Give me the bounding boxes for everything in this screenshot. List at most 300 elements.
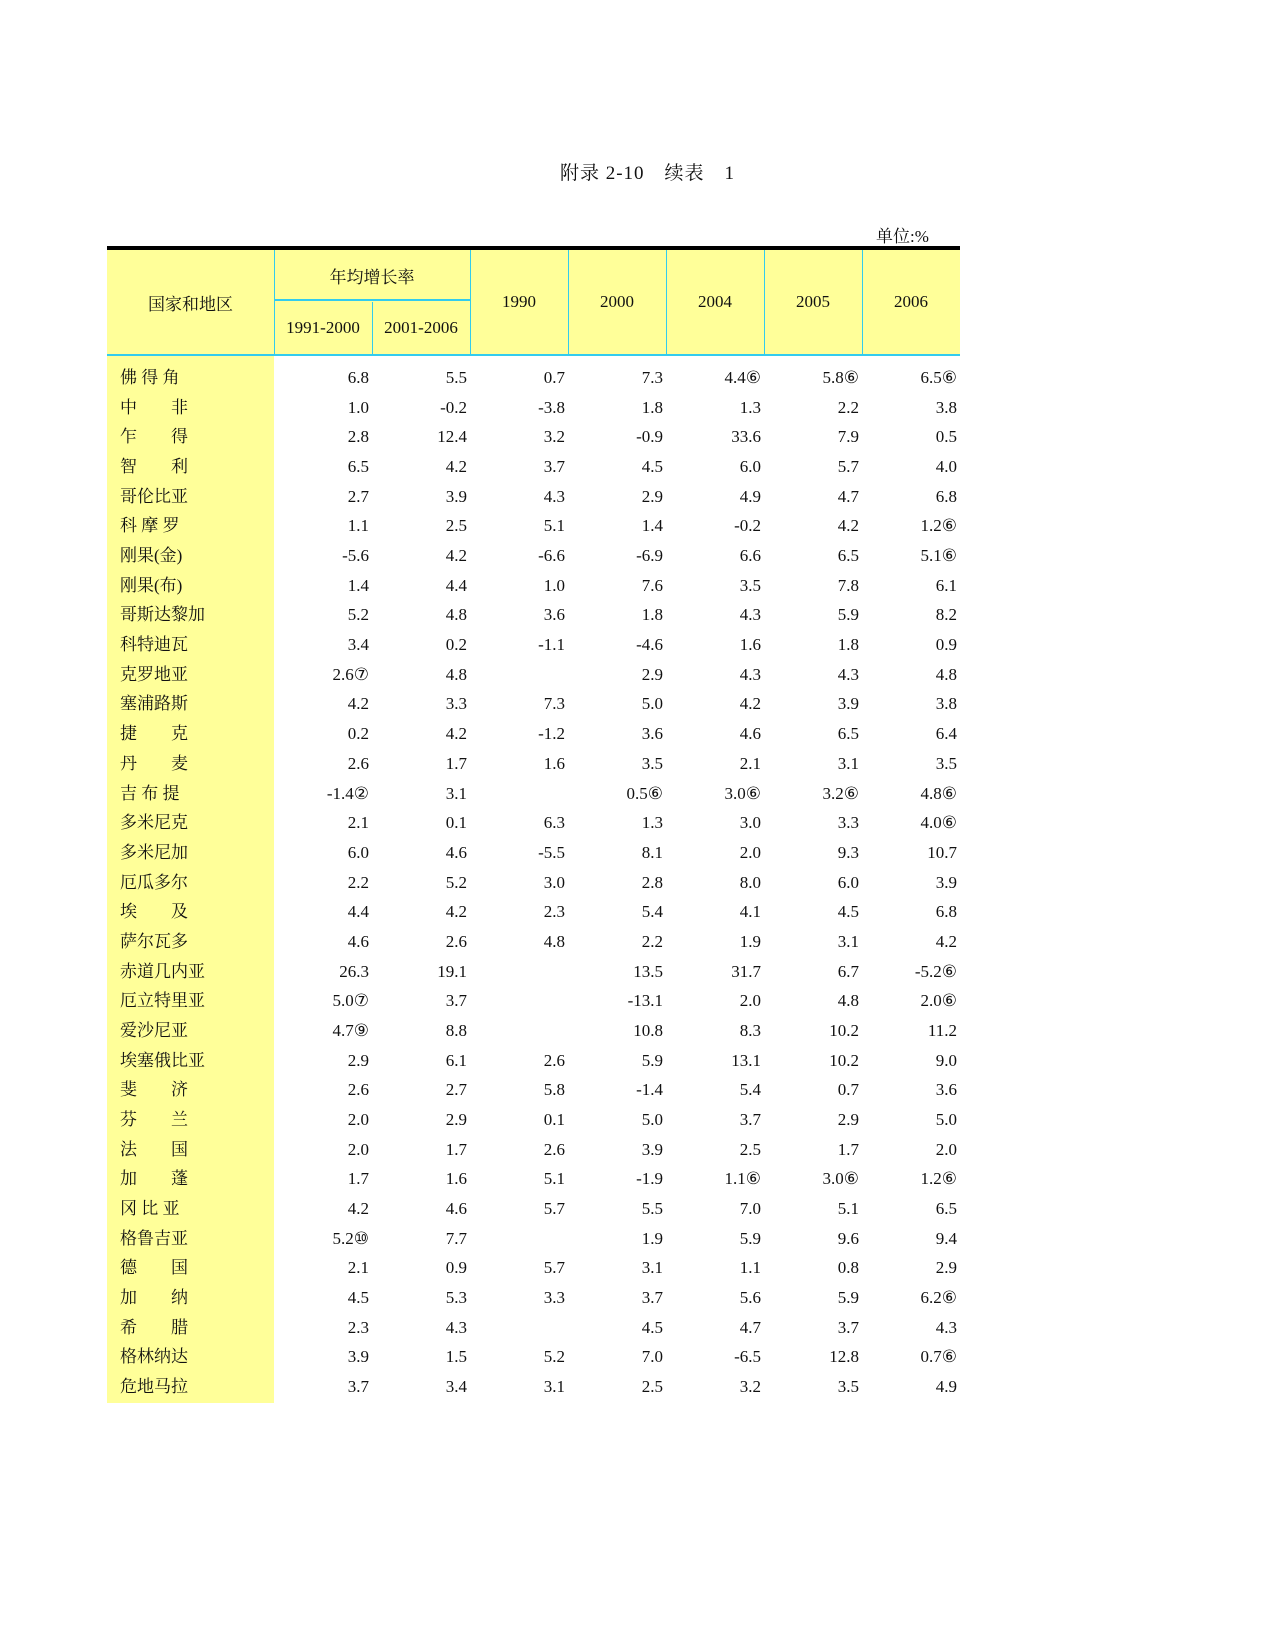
value-cell: 2.0 (935, 1139, 957, 1159)
value-cell: 3.1 (543, 1377, 565, 1397)
value-cell: 3.1 (837, 931, 859, 951)
value-cell: 5.7 (543, 1258, 565, 1278)
value-cell: 11.2 (927, 1020, 957, 1040)
table-row (107, 1194, 960, 1224)
value-cell: 3.0 (739, 813, 761, 833)
value-cell: 1.4 (347, 575, 369, 595)
value-cell: 5.1 (543, 1169, 565, 1189)
value-cell: 4.5 (837, 902, 859, 922)
country-name: 爱沙尼亚 (120, 1020, 188, 1040)
value-cell: 9.0 (935, 1050, 957, 1070)
value-cell: 0.5⑥ (626, 783, 663, 803)
value-cell: 5.0 (935, 1110, 957, 1129)
value-cell: 3.5 (837, 1377, 859, 1397)
country-name: 格林纳达 (120, 1347, 188, 1367)
table-row (107, 1135, 960, 1165)
value-cell: 3.7 (641, 1288, 663, 1308)
table-row (107, 1105, 960, 1135)
value-cell: -3.8 (538, 397, 565, 417)
value-cell: 2.9 (641, 664, 663, 684)
table-row (107, 1313, 960, 1343)
value-cell: 2.5 (641, 1377, 663, 1397)
value-cell: -0.9 (636, 427, 663, 447)
value-cell: 4.3 (445, 1317, 467, 1337)
value-cell: 2.2 (347, 872, 369, 892)
country-name: 吉 布 提 (120, 783, 180, 803)
header-2004: 2004 (698, 292, 732, 311)
value-cell: 2.3 (347, 1317, 369, 1337)
value-cell: 2.5 (445, 516, 467, 536)
country-name: 克罗地亚 (120, 664, 188, 684)
country-name: 埃 及 (120, 902, 188, 922)
table-row (107, 927, 960, 957)
value-cell: 6.4 (935, 724, 957, 744)
country-name: 厄立特里亚 (120, 991, 205, 1011)
value-cell: 4.5 (641, 1317, 663, 1337)
value-cell: 4.2 (445, 457, 467, 477)
table-row (107, 422, 960, 452)
value-cell: 0.9 (445, 1258, 467, 1278)
country-name: 赤道几内亚 (120, 961, 205, 981)
value-cell: 8.2 (935, 605, 957, 625)
value-cell: 1.8 (837, 635, 859, 655)
value-cell: -0.2 (734, 516, 761, 536)
value-cell: 4.3 (739, 605, 761, 625)
unit-label: 单位:% (876, 227, 929, 246)
value-cell: 4.5 (347, 1288, 369, 1308)
country-name: 刚果(金) (120, 546, 183, 566)
value-cell: 2.9 (935, 1258, 957, 1278)
country-name: 格鲁吉亚 (120, 1228, 188, 1248)
country-name: 中 非 (120, 397, 188, 417)
value-cell: 1.8 (641, 605, 663, 625)
value-cell: 4.8 (543, 931, 565, 951)
header-period-1991-2000: 1991-2000 (286, 318, 360, 337)
table-row (107, 511, 960, 541)
value-cell: 7.3 (641, 368, 663, 387)
value-cell: 5.5 (641, 1199, 663, 1219)
value-cell: 6.5 (837, 724, 859, 744)
value-cell: 2.3 (543, 902, 565, 922)
value-cell: 5.8 (543, 1080, 565, 1100)
value-cell: 2.7 (445, 1080, 467, 1100)
value-cell: 6.2⑥ (920, 1288, 957, 1308)
country-name: 斐 济 (120, 1080, 188, 1100)
value-cell: 4.2 (837, 516, 859, 536)
value-cell: 7.7 (445, 1228, 467, 1248)
value-cell: 1.8 (641, 397, 663, 417)
value-cell: 5.7 (837, 457, 859, 477)
country-name: 刚果(布) (120, 575, 183, 595)
value-cell: 3.0⑥ (724, 783, 761, 803)
value-cell: 5.9 (837, 1288, 859, 1308)
value-cell: 0.2 (347, 724, 369, 744)
country-name: 塞浦路斯 (120, 694, 188, 714)
value-cell: 0.5 (935, 427, 957, 447)
value-cell: 5.5 (445, 368, 467, 387)
value-cell: 7.8 (837, 575, 859, 595)
country-name: 科 摩 罗 (120, 516, 180, 536)
value-cell: 8.1 (641, 842, 663, 862)
table-row (107, 482, 960, 512)
value-cell: 1.6 (543, 753, 565, 773)
value-cell: 1.6 (445, 1169, 467, 1189)
header-period-2001-2006: 2001-2006 (384, 318, 458, 337)
value-cell: 4.9 (935, 1377, 957, 1397)
country-name: 芬 兰 (120, 1110, 188, 1129)
value-cell: 3.6 (543, 605, 565, 625)
country-name: 萨尔瓦多 (120, 931, 188, 951)
value-cell: 9.3 (837, 842, 859, 862)
value-cell: 2.1 (739, 753, 761, 773)
value-cell: 3.0 (543, 872, 565, 892)
value-cell: 6.8 (347, 368, 369, 387)
value-cell: 5.0⑦ (332, 991, 369, 1011)
table-row (107, 630, 960, 660)
value-cell: 5.4 (739, 1080, 761, 1100)
value-cell: 4.8 (935, 664, 957, 684)
table-row (107, 719, 960, 749)
value-cell: 2.2 (837, 397, 859, 417)
value-cell: -4.6 (636, 635, 663, 655)
value-cell: 1.9 (641, 1228, 663, 1248)
value-cell: 33.6 (731, 427, 761, 447)
value-cell: 1.0 (347, 397, 369, 417)
value-cell: 4.4 (445, 575, 467, 595)
value-cell: 3.9 (641, 1139, 663, 1159)
country-name: 哥斯达黎加 (120, 605, 205, 625)
header-1990: 1990 (502, 292, 536, 311)
value-cell: -5.5 (538, 842, 565, 862)
value-cell: 3.7 (739, 1110, 761, 1129)
value-cell: 3.3 (445, 694, 467, 714)
value-cell: 1.7 (445, 1139, 467, 1159)
value-cell: 2.6 (543, 1050, 565, 1070)
value-cell: 5.2⑩ (332, 1228, 369, 1248)
value-cell: 1.7 (347, 1169, 369, 1189)
value-cell: 0.8 (837, 1258, 859, 1278)
table-row (107, 986, 960, 1016)
value-cell: 12.4 (437, 427, 467, 447)
value-cell: 4.3 (935, 1317, 957, 1337)
value-cell: 4.8⑥ (920, 783, 957, 803)
value-cell: 9.4 (935, 1228, 957, 1248)
table-row (107, 363, 960, 393)
value-cell: 1.6 (739, 635, 761, 655)
value-cell: 3.2 (543, 427, 565, 447)
header-2000: 2000 (600, 292, 634, 311)
value-cell: 0.7⑥ (920, 1347, 957, 1367)
value-cell: -1.9 (636, 1169, 663, 1189)
value-cell: 2.1 (347, 1258, 369, 1278)
value-cell: 5.9 (739, 1228, 761, 1248)
value-cell: 2.6 (347, 1080, 369, 1100)
value-cell: 4.0 (935, 457, 957, 477)
value-cell: 6.0 (347, 842, 369, 862)
table-row (107, 1253, 960, 1283)
table-row (107, 957, 960, 987)
value-cell: 4.4⑥ (724, 368, 761, 387)
value-cell: 0.1 (445, 813, 467, 833)
value-cell: 1.2⑥ (920, 1169, 957, 1189)
value-cell: 0.7 (837, 1080, 859, 1100)
country-name: 危地马拉 (120, 1377, 188, 1397)
value-cell: 7.6 (641, 575, 663, 595)
header-2006: 2006 (894, 292, 928, 311)
value-cell: 5.1⑥ (920, 546, 957, 566)
value-cell: 8.8 (445, 1020, 467, 1040)
value-cell: 2.6 (543, 1139, 565, 1159)
value-cell: 2.0⑥ (920, 991, 957, 1011)
value-cell: 2.6 (445, 931, 467, 951)
value-cell: 3.9 (445, 486, 467, 506)
table-row (107, 1224, 960, 1254)
value-cell: 3.1 (837, 753, 859, 773)
table-row (107, 452, 960, 482)
value-cell: 13.1 (731, 1050, 761, 1070)
value-cell: 6.5 (347, 457, 369, 477)
value-cell: -6.5 (734, 1347, 761, 1367)
value-cell: 7.9 (837, 427, 859, 447)
value-cell: 1.1 (347, 516, 369, 536)
value-cell: 4.5 (641, 457, 663, 477)
value-cell: 2.9 (837, 1110, 859, 1129)
country-name: 冈 比 亚 (120, 1199, 180, 1219)
value-cell: 3.8 (935, 694, 957, 714)
country-name: 加 蓬 (120, 1169, 188, 1189)
value-cell: 0.2 (445, 635, 467, 655)
value-cell: 6.5⑥ (920, 368, 957, 387)
value-cell: 0.7 (543, 368, 565, 387)
value-cell: 5.6 (739, 1288, 761, 1308)
country-name: 法 国 (120, 1139, 188, 1159)
page-title: 附录 2-10 续表 1 (559, 163, 736, 184)
table-row (107, 571, 960, 601)
value-cell: 3.1 (445, 783, 467, 803)
value-cell: -1.2 (538, 724, 565, 744)
value-cell: 0.9 (935, 635, 957, 655)
country-name: 厄瓜多尔 (120, 872, 188, 892)
value-cell: 10.2 (829, 1050, 859, 1070)
table-row (107, 1372, 960, 1402)
country-name: 科特迪瓦 (120, 635, 188, 655)
country-name: 智 利 (120, 457, 188, 477)
value-cell: 4.7⑨ (332, 1020, 369, 1040)
value-cell: -13.1 (627, 991, 663, 1011)
value-cell: 3.9 (837, 694, 859, 714)
value-cell: 12.8 (829, 1347, 859, 1367)
value-cell: 1.3 (739, 397, 761, 417)
value-cell: 4.7 (739, 1317, 761, 1337)
value-cell: 5.2 (445, 872, 467, 892)
value-cell: 6.3 (543, 813, 565, 833)
value-cell: 5.0 (641, 1110, 663, 1129)
value-cell: 5.1 (837, 1199, 859, 1219)
value-cell: 5.4 (641, 902, 663, 922)
value-cell: 4.1 (739, 902, 761, 922)
value-cell: 19.1 (437, 961, 467, 981)
value-cell: 2.9 (641, 486, 663, 506)
header-country: 国家和地区 (148, 294, 233, 314)
value-cell: 3.7 (445, 991, 467, 1011)
value-cell: 1.4 (641, 516, 663, 536)
table-row (107, 393, 960, 423)
value-cell: 3.5 (739, 575, 761, 595)
value-cell: 2.0 (739, 991, 761, 1011)
table-row (107, 1046, 960, 1076)
table-row (107, 1016, 960, 1046)
value-cell: 5.1 (543, 516, 565, 536)
table-header (107, 250, 960, 356)
table-row (107, 1075, 960, 1105)
value-cell: 4.2 (935, 931, 957, 951)
value-cell: 4.2 (347, 694, 369, 714)
value-cell: -0.2 (440, 397, 467, 417)
header-avg-growth: 年均增长率 (329, 267, 415, 287)
value-cell: 7.0 (739, 1199, 761, 1219)
value-cell: 4.3 (739, 664, 761, 684)
value-cell: 10.2 (829, 1020, 859, 1040)
value-cell: 5.9 (641, 1050, 663, 1070)
table-row (107, 600, 960, 630)
value-cell: 3.7 (543, 457, 565, 477)
value-cell: 4.2 (445, 724, 467, 744)
value-cell: 4.6 (445, 842, 467, 862)
value-cell: -6.9 (636, 546, 663, 566)
value-cell: 7.3 (543, 694, 565, 714)
value-cell: 4.6 (739, 724, 761, 744)
value-cell: 1.1 (739, 1258, 761, 1278)
value-cell: -5.2⑥ (914, 961, 957, 981)
table-row (107, 689, 960, 719)
value-cell: 10.8 (633, 1020, 663, 1040)
value-cell: 5.3 (445, 1288, 467, 1308)
value-cell: 3.5 (641, 753, 663, 773)
value-cell: 5.2 (347, 605, 369, 625)
header-2005: 2005 (796, 292, 830, 311)
value-cell: 1.2⑥ (920, 516, 957, 536)
value-cell: 2.2 (641, 931, 663, 951)
value-cell: 2.6⑦ (332, 664, 369, 684)
country-name: 哥伦比亚 (120, 486, 188, 506)
country-name: 埃塞俄比亚 (120, 1050, 205, 1070)
value-cell: 3.3 (543, 1288, 565, 1308)
value-cell: 2.9 (445, 1110, 467, 1129)
value-cell: 3.4 (445, 1377, 467, 1397)
value-cell: 1.5 (445, 1347, 467, 1367)
value-cell: 4.0⑥ (920, 813, 957, 833)
value-cell: 2.1 (347, 813, 369, 833)
table-row (107, 838, 960, 868)
value-cell: 4.8 (445, 605, 467, 625)
value-cell: 5.9 (837, 605, 859, 625)
value-cell: 26.3 (339, 961, 369, 981)
value-cell: 10.7 (927, 842, 957, 862)
value-cell: 4.4 (347, 902, 369, 922)
value-cell: -5.6 (342, 546, 369, 566)
value-cell: 7.0 (641, 1347, 663, 1367)
value-cell: 4.9 (739, 486, 761, 506)
table-row (107, 868, 960, 898)
value-cell: 31.7 (731, 961, 761, 981)
value-cell: 3.3 (837, 813, 859, 833)
value-cell: 3.9 (347, 1347, 369, 1367)
value-cell: 0.1 (543, 1110, 565, 1129)
value-cell: 2.9 (347, 1050, 369, 1070)
value-cell: 5.8⑥ (822, 368, 859, 387)
value-cell: 3.2⑥ (822, 783, 859, 803)
value-cell: 4.3 (837, 664, 859, 684)
value-cell: 4.6 (347, 931, 369, 951)
value-cell: 1.9 (739, 931, 761, 951)
value-cell: 2.7 (347, 486, 369, 506)
value-cell: 3.9 (935, 872, 957, 892)
value-cell: 6.8 (935, 486, 957, 506)
value-cell: 3.5 (935, 753, 957, 773)
value-cell: 6.1 (445, 1050, 467, 1070)
country-name: 乍 得 (120, 427, 188, 447)
value-cell: 2.0 (347, 1139, 369, 1159)
value-cell: 1.1⑥ (724, 1169, 761, 1189)
table-row (107, 541, 960, 571)
table-row (107, 660, 960, 690)
value-cell: 5.2 (543, 1347, 565, 1367)
value-cell: 3.7 (837, 1317, 859, 1337)
value-cell: 2.8 (347, 427, 369, 447)
value-cell: 4.6 (445, 1199, 467, 1219)
value-cell: 6.5 (837, 546, 859, 566)
value-cell: 1.0 (543, 575, 565, 595)
country-name: 多米尼加 (120, 842, 188, 862)
value-cell: 6.6 (739, 546, 761, 566)
country-name: 丹 麦 (120, 753, 188, 773)
value-cell: 5.0 (641, 694, 663, 714)
table-row (107, 1283, 960, 1313)
value-cell: -1.4② (326, 783, 369, 803)
value-cell: 2.6 (347, 753, 369, 773)
value-cell: -1.1 (538, 635, 565, 655)
table-row (107, 897, 960, 927)
value-cell: 3.2 (739, 1377, 761, 1397)
value-cell: 4.3 (543, 486, 565, 506)
value-cell: 1.7 (837, 1139, 859, 1159)
value-cell: 2.0 (739, 842, 761, 862)
value-cell: 6.0 (837, 872, 859, 892)
value-cell: 6.8 (935, 902, 957, 922)
country-name: 德 国 (120, 1258, 188, 1278)
value-cell: 3.4 (347, 635, 369, 655)
value-cell: 2.0 (347, 1110, 369, 1129)
country-name: 多米尼克 (120, 813, 188, 833)
value-cell: 1.7 (445, 753, 467, 773)
value-cell: 4.8 (445, 664, 467, 684)
value-cell: 4.7 (837, 486, 859, 506)
country-name: 加 纳 (120, 1288, 188, 1308)
table-row (107, 808, 960, 838)
table-row (107, 779, 960, 809)
value-cell: 2.8 (641, 872, 663, 892)
value-cell: -1.4 (636, 1080, 663, 1100)
value-cell: -6.6 (538, 546, 565, 566)
value-cell: 4.8 (837, 991, 859, 1011)
table-row (107, 749, 960, 779)
table-row (107, 1164, 960, 1194)
value-cell: 4.2 (445, 902, 467, 922)
country-name: 希 腊 (120, 1317, 188, 1337)
value-cell: 6.5 (935, 1199, 957, 1219)
value-cell: 9.6 (837, 1228, 859, 1248)
country-name: 佛 得 角 (120, 368, 180, 387)
